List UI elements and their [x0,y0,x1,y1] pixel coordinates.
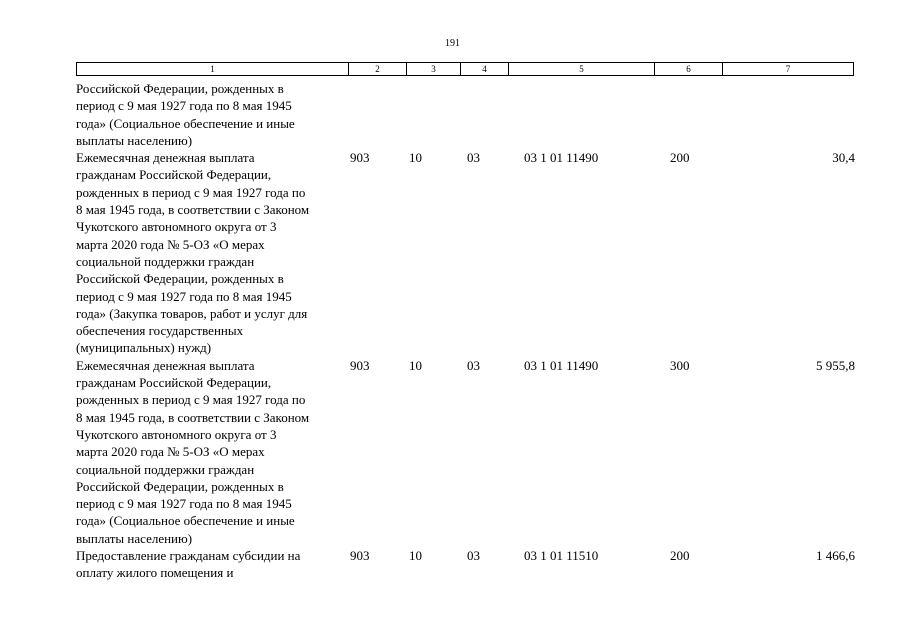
row-expense-type-code: 300 [670,357,690,373]
header-col-6: 6 [655,63,723,75]
row-expense-type-code: 200 [670,150,690,166]
header-col-5: 5 [509,63,655,75]
header-col-1: 1 [77,63,349,75]
row-grbs-code: 903 [350,548,370,564]
row-description: Предоставление гражданам субсидии на оплату жилого помещения и [76,548,301,581]
row-description: Ежемесячная денежная выплата гражданам Российской Федерации, рожденных в период с 9 мая 1927 года по 8 мая 1945 года, в соответствии с Законом Чукотского автономного округа от 3 марта 2020 года № 5-ОЗ «О мерах социальной поддержки граждан Российской Федерации, рожденных в период с 9 мая 1927 года по 8 мая 1945 года» (Закупка товаров, работ и услуг для обеспечения государственных (муниципальных) нужд) [76,150,310,356]
page-number: 191 [445,38,460,49]
row-target-article-code: 03 1 01 11490 [524,150,599,166]
table-row [76,149,856,357]
header-col-3: 3 [407,63,461,75]
row-subsection-code: 03 [467,548,480,564]
table-body [76,80,856,582]
table-row [76,80,856,149]
table-header [76,62,854,76]
row-description: Ежемесячная денежная выплата гражданам Российской Федерации, рожденных в период с 9 мая 1927 года по 8 мая 1945 года, в соответствии с Законом Чукотского автономного округа от 3 марта 2020 года № 5-ОЗ «О мерах социальной поддержки граждан Российской Федерации, рожденных в период с 9 мая 1927 года по 8 мая 1945 года» (Социальное обеспечение и иные выплаты населению) [76,357,310,546]
row-target-article-code: 03 1 01 11490 [524,357,599,373]
table-row [76,547,856,582]
row-grbs-code: 903 [350,150,370,166]
row-section-code: 10 [409,357,422,373]
header-col-7: 7 [785,64,791,74]
header-col-2: 2 [349,63,407,75]
row-grbs-code: 903 [350,357,370,373]
row-subsection-code: 03 [467,357,480,373]
row-subsection-code: 03 [467,150,480,166]
row-amount: 1 466,6 [816,548,855,564]
row-section-code: 10 [409,150,422,166]
row-section-code: 10 [409,548,422,564]
row-target-article-code: 03 1 01 11510 [524,548,599,564]
row-expense-type-code: 200 [670,548,690,564]
row-description: Российской Федерации, рожденных в период с 9 мая 1927 года по 8 мая 1945 года» (Социальное обеспечение и иные выплаты населению) [76,81,295,148]
row-amount: 30,4 [832,150,855,166]
row-amount: 5 955,8 [816,357,855,373]
header-col-4: 4 [461,63,509,75]
table-row [76,357,856,547]
